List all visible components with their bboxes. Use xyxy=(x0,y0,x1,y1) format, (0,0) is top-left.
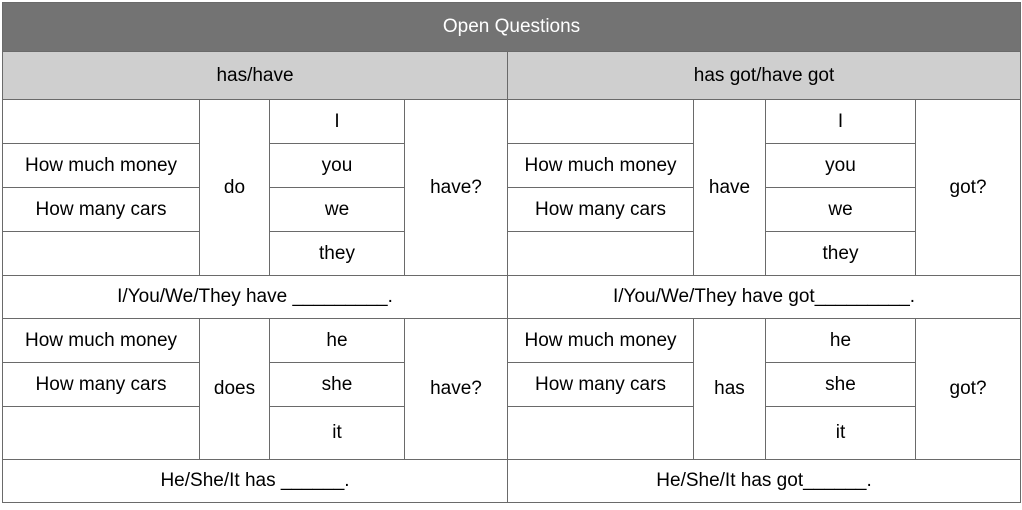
aux-does: does xyxy=(200,319,270,460)
answer-singular-has-got: He/She/It has got______. xyxy=(508,460,1021,503)
phrase-cell: How many cars xyxy=(3,363,200,407)
open-questions-table xyxy=(2,2,1021,503)
header-has-have: has/have xyxy=(3,52,508,100)
subject-cell: it xyxy=(766,407,916,460)
phrase-cell: How much money xyxy=(3,144,200,188)
subject-cell: she xyxy=(270,363,405,407)
aux-have: have xyxy=(694,100,766,276)
phrase-cell: How many cars xyxy=(508,188,694,232)
phrase-cell: How much money xyxy=(508,144,694,188)
verb-have: have? xyxy=(405,100,508,276)
subject-cell: I xyxy=(270,100,405,144)
subject-cell: they xyxy=(766,232,916,276)
answer-singular-has: He/She/It has ______. xyxy=(3,460,508,503)
phrase-cell: How much money xyxy=(508,319,694,363)
subject-cell: he xyxy=(766,319,916,363)
header-has-got-have-got: has got/have got xyxy=(508,52,1021,100)
phrase-cell xyxy=(3,407,200,460)
table-title: Open Questions xyxy=(3,3,1021,52)
phrase-cell xyxy=(508,407,694,460)
aux-has: has xyxy=(694,319,766,460)
phrase-cell: How many cars xyxy=(508,363,694,407)
subject-cell: he xyxy=(270,319,405,363)
subject-cell: you xyxy=(766,144,916,188)
phrase-cell: How many cars xyxy=(3,188,200,232)
verb-got: got? xyxy=(916,319,1021,460)
subject-cell: they xyxy=(270,232,405,276)
answer-plural-have-got: I/You/We/They have got_________. xyxy=(508,276,1021,319)
aux-do: do xyxy=(200,100,270,276)
verb-got: got? xyxy=(916,100,1021,276)
subject-cell: we xyxy=(270,188,405,232)
phrase-cell: How much money xyxy=(3,319,200,363)
phrase-cell xyxy=(3,232,200,276)
subject-cell: it xyxy=(270,407,405,460)
phrase-cell xyxy=(508,100,694,144)
subject-cell: you xyxy=(270,144,405,188)
verb-have: have? xyxy=(405,319,508,460)
subject-cell: we xyxy=(766,188,916,232)
answer-plural-have: I/You/We/They have _________. xyxy=(3,276,508,319)
phrase-cell xyxy=(3,100,200,144)
subject-cell: I xyxy=(766,100,916,144)
subject-cell: she xyxy=(766,363,916,407)
phrase-cell xyxy=(508,232,694,276)
